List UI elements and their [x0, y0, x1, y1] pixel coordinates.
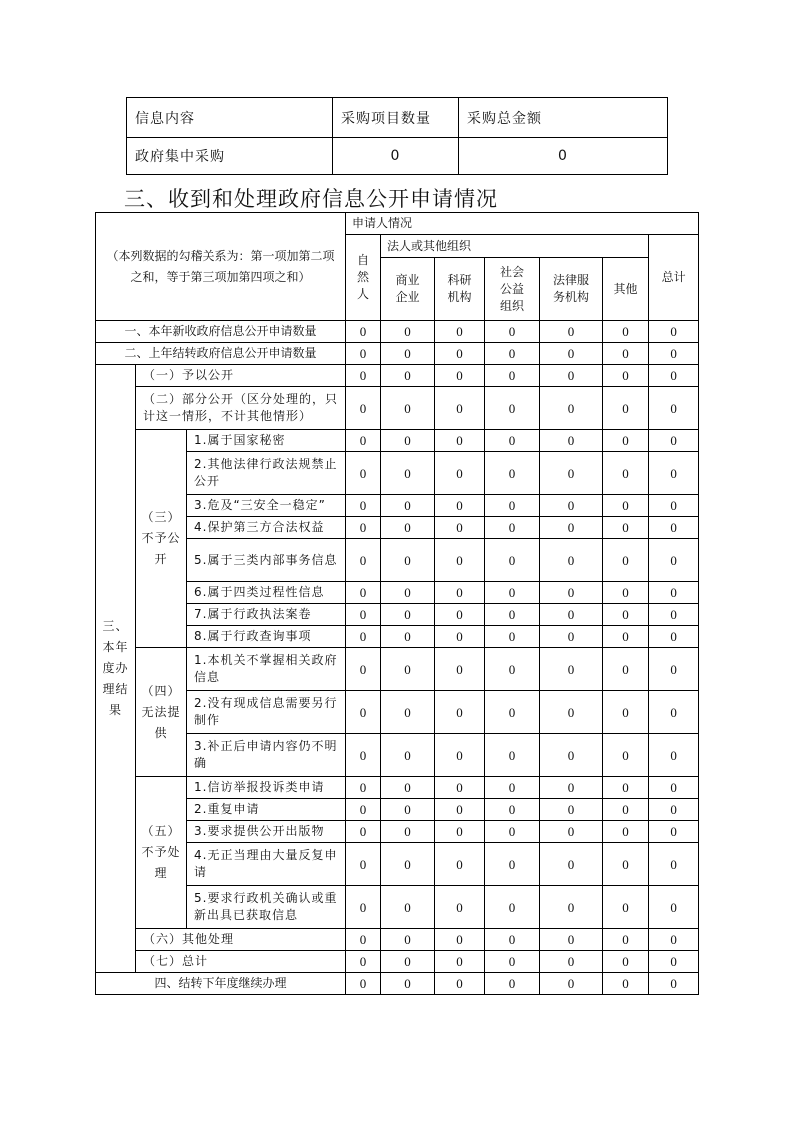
row-label-central-procurement: 政府集中采购 — [127, 138, 333, 175]
value-cell: 0 — [346, 517, 381, 539]
col-social: 社会 公益 组织 — [485, 258, 540, 321]
header-project-count: 采购项目数量 — [333, 98, 459, 138]
value-cell: 0 — [540, 734, 603, 777]
value-cell: 0 — [435, 799, 485, 821]
value-cell: 0 — [435, 539, 485, 582]
value-cell: 0 — [346, 582, 381, 604]
value-cell: 0 — [603, 452, 649, 495]
value-cell: 0 — [540, 951, 603, 973]
row-label: 3.补正后申请内容仍不明确 — [187, 734, 346, 777]
row-carried-over — [96, 343, 699, 365]
value-cell: 0 — [485, 582, 540, 604]
row-label: 3.要求提供公开出版物 — [187, 821, 346, 843]
value-cell: 0 — [603, 799, 649, 821]
value-cell: 0 — [603, 843, 649, 886]
value-cell: 0 — [346, 365, 381, 387]
row-other-handling — [96, 929, 699, 951]
header-note: （本列数据的勾稽关系为：第一项加第二项之和，等于第三项加第四项之和） — [96, 213, 346, 321]
value-cell: 0 — [603, 517, 649, 539]
value-cell: 0 — [346, 821, 381, 843]
row-publications — [96, 821, 699, 843]
value-cell: 0 — [381, 734, 435, 777]
value-cell: 0 — [485, 365, 540, 387]
value-cell: 0 — [435, 452, 485, 495]
value-cell: 0 — [540, 843, 603, 886]
value-cell: 0 — [485, 799, 540, 821]
value-cell: 0 — [649, 843, 699, 886]
value-cell: 0 — [346, 799, 381, 821]
value-cell: 0 — [485, 430, 540, 452]
row-label: 四、结转下年度继续办理 — [96, 973, 346, 995]
value-cell: 0 — [603, 951, 649, 973]
value-cell: 0 — [346, 648, 381, 691]
value-cell: 0 — [435, 626, 485, 648]
row-disclosed — [96, 365, 699, 387]
value-cell: 0 — [435, 387, 485, 430]
value-cell: 0 — [649, 343, 699, 365]
row-internal-affairs — [96, 539, 699, 582]
row-label: 5.要求行政机关确认或重新出具已获取信息 — [187, 886, 346, 929]
value-cell: 0 — [381, 777, 435, 799]
value-cell: 0 — [346, 387, 381, 430]
row-label: （二）部分公开（区分处理的，只计这一情形，不计其他情形） — [136, 387, 346, 430]
row-label: （七）总计 — [136, 951, 346, 973]
value-cell: 0 — [485, 539, 540, 582]
value-cell: 0 — [381, 973, 435, 995]
value-cell: 0 — [346, 929, 381, 951]
value-cell: 0 — [346, 495, 381, 517]
row-enforcement-files — [96, 604, 699, 626]
row-new-applications — [96, 321, 699, 343]
procurement-table — [126, 97, 668, 175]
value-cell: 0 — [381, 626, 435, 648]
value-cell: 0 — [485, 777, 540, 799]
value-cell: 0 — [603, 973, 649, 995]
cell-project-count: 0 — [333, 138, 459, 175]
value-cell: 0 — [381, 517, 435, 539]
group-handling-results: 三、 本年 度办 理结 果 — [96, 365, 136, 973]
row-label: 2.其他法律行政法规禁止公开 — [187, 452, 346, 495]
value-cell: 0 — [381, 430, 435, 452]
row-label: 4.无正当理由大量反复申请 — [187, 843, 346, 886]
value-cell: 0 — [649, 387, 699, 430]
value-cell: 0 — [649, 430, 699, 452]
value-cell: 0 — [649, 777, 699, 799]
value-cell: 0 — [485, 734, 540, 777]
value-cell: 0 — [603, 387, 649, 430]
col-legal-service: 法律服 务机构 — [540, 258, 603, 321]
value-cell: 0 — [540, 929, 603, 951]
value-cell: 0 — [435, 343, 485, 365]
value-cell: 0 — [381, 843, 435, 886]
value-cell: 0 — [603, 691, 649, 734]
value-cell: 0 — [649, 365, 699, 387]
value-cell: 0 — [649, 648, 699, 691]
value-cell: 0 — [381, 648, 435, 691]
value-cell: 0 — [435, 843, 485, 886]
row-petition — [96, 777, 699, 799]
value-cell: 0 — [485, 517, 540, 539]
row-not-held — [96, 648, 699, 691]
value-cell: 0 — [435, 582, 485, 604]
row-carry-forward — [96, 973, 699, 995]
group-not-processed: （五） 不予处 理 — [136, 777, 187, 929]
value-cell: 0 — [603, 626, 649, 648]
col-other: 其他 — [603, 258, 649, 321]
value-cell: 0 — [540, 626, 603, 648]
value-cell: 0 — [435, 734, 485, 777]
value-cell: 0 — [649, 582, 699, 604]
row-label: 5.属于三类内部事务信息 — [187, 539, 346, 582]
value-cell: 0 — [435, 365, 485, 387]
value-cell: 0 — [603, 734, 649, 777]
value-cell: 0 — [603, 582, 649, 604]
value-cell: 0 — [540, 799, 603, 821]
value-cell: 0 — [346, 777, 381, 799]
value-cell: 0 — [435, 604, 485, 626]
value-cell: 0 — [485, 691, 540, 734]
value-cell: 0 — [485, 929, 540, 951]
group-unable-to-provide: （四） 无法提 供 — [136, 648, 187, 777]
value-cell: 0 — [485, 821, 540, 843]
value-cell: 0 — [540, 821, 603, 843]
value-cell: 0 — [649, 452, 699, 495]
value-cell: 0 — [485, 648, 540, 691]
cell-total-amount: 0 — [459, 138, 668, 175]
row-duplicate — [96, 799, 699, 821]
row-label: 1.属于国家秘密 — [187, 430, 346, 452]
value-cell: 0 — [485, 387, 540, 430]
value-cell: 0 — [603, 929, 649, 951]
value-cell: 0 — [540, 495, 603, 517]
col-natural-person: 自 然 人 — [346, 235, 381, 321]
value-cell: 0 — [435, 691, 485, 734]
value-cell: 0 — [381, 387, 435, 430]
header-legal-entity: 法人或其他组织 — [381, 235, 649, 258]
value-cell: 0 — [435, 777, 485, 799]
row-need-creation — [96, 691, 699, 734]
value-cell: 0 — [540, 582, 603, 604]
value-cell: 0 — [540, 973, 603, 995]
row-label: 一、本年新收政府信息公开申请数量 — [96, 321, 346, 343]
value-cell: 0 — [540, 648, 603, 691]
value-cell: 0 — [485, 452, 540, 495]
value-cell: 0 — [649, 973, 699, 995]
row-label: 3.危及“三安全一稳定” — [187, 495, 346, 517]
value-cell: 0 — [540, 430, 603, 452]
value-cell: 0 — [540, 365, 603, 387]
value-cell: 0 — [381, 691, 435, 734]
value-cell: 0 — [346, 886, 381, 929]
row-label: 2.没有现成信息需要另行制作 — [187, 691, 346, 734]
value-cell: 0 — [603, 495, 649, 517]
value-cell: 0 — [649, 734, 699, 777]
value-cell: 0 — [485, 843, 540, 886]
value-cell: 0 — [540, 539, 603, 582]
value-cell: 0 — [540, 452, 603, 495]
value-cell: 0 — [603, 430, 649, 452]
value-cell: 0 — [649, 321, 699, 343]
value-cell: 0 — [381, 582, 435, 604]
value-cell: 0 — [346, 343, 381, 365]
value-cell: 0 — [435, 495, 485, 517]
row-label: 7.属于行政执法案卷 — [187, 604, 346, 626]
value-cell: 0 — [603, 777, 649, 799]
value-cell: 0 — [649, 951, 699, 973]
value-cell: 0 — [485, 604, 540, 626]
value-cell: 0 — [346, 626, 381, 648]
value-cell: 0 — [603, 539, 649, 582]
row-reconfirm — [96, 886, 699, 929]
value-cell: 0 — [346, 539, 381, 582]
value-cell: 0 — [485, 951, 540, 973]
row-label: （一）予以公开 — [136, 365, 346, 387]
value-cell: 0 — [435, 517, 485, 539]
value-cell: 0 — [435, 430, 485, 452]
value-cell: 0 — [346, 734, 381, 777]
value-cell: 0 — [603, 365, 649, 387]
value-cell: 0 — [485, 886, 540, 929]
value-cell: 0 — [485, 626, 540, 648]
value-cell: 0 — [603, 343, 649, 365]
row-repeated — [96, 843, 699, 886]
value-cell: 0 — [346, 452, 381, 495]
row-label: （六）其他处理 — [136, 929, 346, 951]
value-cell: 0 — [540, 886, 603, 929]
group-not-disclosed: （三） 不予公 开 — [136, 430, 187, 648]
value-cell: 0 — [346, 430, 381, 452]
value-cell: 0 — [649, 929, 699, 951]
value-cell: 0 — [649, 539, 699, 582]
value-cell: 0 — [649, 799, 699, 821]
value-cell: 0 — [435, 951, 485, 973]
col-total: 总计 — [649, 235, 699, 321]
value-cell: 0 — [649, 604, 699, 626]
value-cell: 0 — [346, 691, 381, 734]
value-cell: 0 — [435, 886, 485, 929]
row-partially-disclosed — [96, 387, 699, 430]
value-cell: 0 — [381, 821, 435, 843]
value-cell: 0 — [540, 321, 603, 343]
row-process-info — [96, 582, 699, 604]
value-cell: 0 — [381, 452, 435, 495]
value-cell: 0 — [435, 821, 485, 843]
value-cell: 0 — [540, 777, 603, 799]
row-law-prohibited — [96, 452, 699, 495]
value-cell: 0 — [540, 691, 603, 734]
value-cell: 0 — [649, 691, 699, 734]
value-cell: 0 — [485, 343, 540, 365]
value-cell: 0 — [346, 843, 381, 886]
value-cell: 0 — [603, 604, 649, 626]
row-label: 8.属于行政查询事项 — [187, 626, 346, 648]
value-cell: 0 — [485, 495, 540, 517]
value-cell: 0 — [381, 886, 435, 929]
value-cell: 0 — [540, 517, 603, 539]
value-cell: 0 — [381, 365, 435, 387]
value-cell: 0 — [485, 973, 540, 995]
row-inquiry-matters — [96, 626, 699, 648]
row-label: 1.信访举报投诉类申请 — [187, 777, 346, 799]
row-unclear — [96, 734, 699, 777]
value-cell: 0 — [381, 539, 435, 582]
value-cell: 0 — [346, 951, 381, 973]
value-cell: 0 — [381, 951, 435, 973]
value-cell: 0 — [540, 604, 603, 626]
value-cell: 0 — [603, 321, 649, 343]
value-cell: 0 — [649, 886, 699, 929]
value-cell: 0 — [346, 973, 381, 995]
row-state-secret — [96, 430, 699, 452]
value-cell: 0 — [381, 321, 435, 343]
row-subtotal — [96, 951, 699, 973]
value-cell: 0 — [381, 343, 435, 365]
value-cell: 0 — [346, 321, 381, 343]
value-cell: 0 — [649, 495, 699, 517]
header-applicant: 申请人情况 — [346, 213, 699, 235]
value-cell: 0 — [649, 626, 699, 648]
value-cell: 0 — [346, 604, 381, 626]
application-table — [95, 212, 699, 995]
value-cell: 0 — [603, 886, 649, 929]
value-cell: 0 — [603, 648, 649, 691]
value-cell: 0 — [435, 929, 485, 951]
header-info-content: 信息内容 — [127, 98, 333, 138]
value-cell: 0 — [540, 387, 603, 430]
value-cell: 0 — [435, 648, 485, 691]
value-cell: 0 — [435, 321, 485, 343]
value-cell: 0 — [603, 821, 649, 843]
row-three-security — [96, 495, 699, 517]
value-cell: 0 — [381, 929, 435, 951]
row-label: 4.保护第三方合法权益 — [187, 517, 346, 539]
value-cell: 0 — [381, 495, 435, 517]
row-label: 2.重复申请 — [187, 799, 346, 821]
value-cell: 0 — [435, 973, 485, 995]
value-cell: 0 — [540, 343, 603, 365]
col-business: 商业 企业 — [381, 258, 435, 321]
section-title: 三、收到和处理政府信息公开申请情况 — [124, 187, 498, 211]
header-total-amount: 采购总金额 — [459, 98, 668, 138]
value-cell: 0 — [649, 517, 699, 539]
col-research: 科研 机构 — [435, 258, 485, 321]
row-label: 1.本机关不掌握相关政府信息 — [187, 648, 346, 691]
row-label: 二、上年结转政府信息公开申请数量 — [96, 343, 346, 365]
row-label: 6.属于四类过程性信息 — [187, 582, 346, 604]
value-cell: 0 — [381, 799, 435, 821]
value-cell: 0 — [649, 821, 699, 843]
value-cell: 0 — [485, 321, 540, 343]
value-cell: 0 — [381, 604, 435, 626]
row-third-party — [96, 517, 699, 539]
